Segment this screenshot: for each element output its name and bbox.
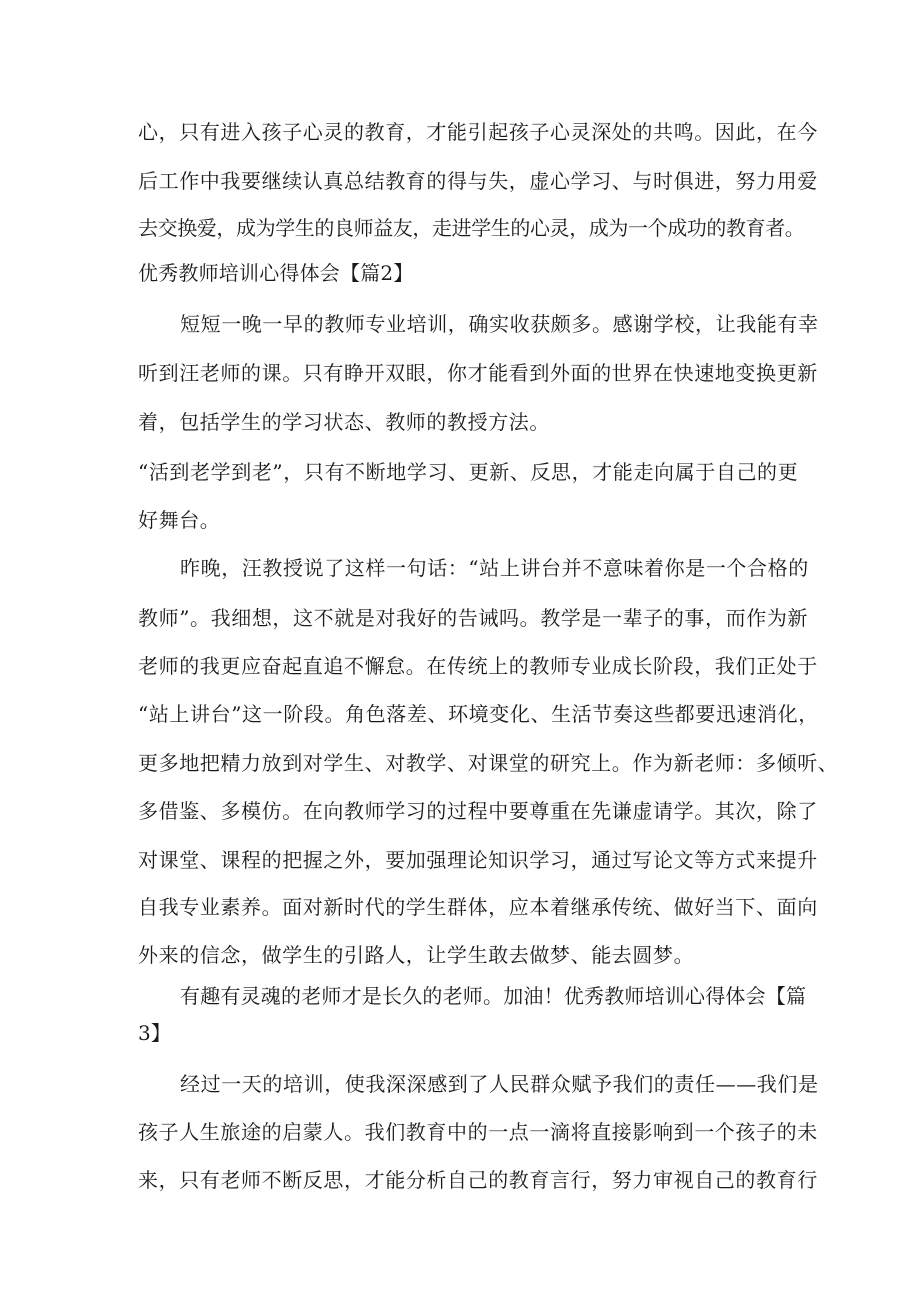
paragraph-line: 听到汪老师的课。只有睁开双眼，你才能看到外面的世界在快速地变换更新 (138, 361, 818, 385)
paragraph-line: 对课堂、课程的把握之外，要加强理论知识学习，通过写论文等方式来提升 (138, 848, 818, 872)
paragraph-line: 多借鉴、多模仿。在向教师学习的过程中要尊重在先谦虚请学。其次，除了 (138, 799, 818, 823)
section-heading: 优秀教师培训心得体会【篇2】 (138, 261, 414, 285)
paragraph-line: 经过一天的培训，使我深深感到了人民群众赋予我们的责任——我们是 (180, 1072, 819, 1096)
paragraph-line: 自我专业素养。面对新时代的学生群体，应本着继承传统、做好当下、面向 (138, 895, 818, 919)
paragraph-line: “活到老学到老”，只有不断地学习、更新、反思，才能走向属于自己的更 (138, 460, 799, 484)
paragraph-line: 去交换爱，成为学生的良师益友，走进学生的心灵，成为一个成功的教育者。 (138, 216, 805, 240)
paragraph-line: “站上讲台”这一阶段。角色落差、环境变化、生活节奏这些都要迅速消化， (138, 702, 819, 726)
section-heading: 有趣有灵魂的老师才是长久的老师。加油！优秀教师培训心得体会【篇 (180, 984, 807, 1008)
paragraph-line: 更多地把精力放到对学生、对教学、对课堂的研究上。作为新老师：多倾听、 (138, 751, 839, 775)
paragraph-line: 老师的我更应奋起直追不懈怠。在传统上的教师专业成长阶段，我们正处于 (138, 654, 818, 678)
paragraph-line: 好舞台。 (138, 508, 221, 532)
paragraph-line: 外来的信念，做学生的引路人，让学生敢去做梦、能去圆梦。 (138, 943, 695, 967)
paragraph-line: 心，只有进入孩子心灵的教育，才能引起孩子心灵深处的共鸣。因此，在今 (138, 120, 818, 144)
section-heading: 3】 (138, 1021, 172, 1045)
paragraph-line: 短短一晚一早的教师专业培训，确实收获颇多。感谢学校，让我能有幸 (180, 312, 819, 336)
paragraph-line: 孩子人生旅途的启蒙人。我们教育中的一点一滴将直接影响到一个孩子的未 (138, 1120, 818, 1144)
paragraph-line: 后工作中我要继续认真总结教育的得与失，虚心学习、与时俱进，努力用爱 (138, 169, 818, 193)
paragraph-line: 教师”。我细想，这不就是对我好的告诫吗。教学是一辈子的事，而作为新 (138, 606, 809, 630)
paragraph-line: 着，包括学生的学习状态、教师的教授方法。 (138, 410, 550, 434)
paragraph-line: 来，只有老师不断反思，才能分析自己的教育言行，努力审视自己的教育行 (138, 1168, 818, 1192)
paragraph-line: 昨晚，汪教授说了这样一句话：“站上讲台并不意味着你是一个合格的 (180, 556, 809, 580)
